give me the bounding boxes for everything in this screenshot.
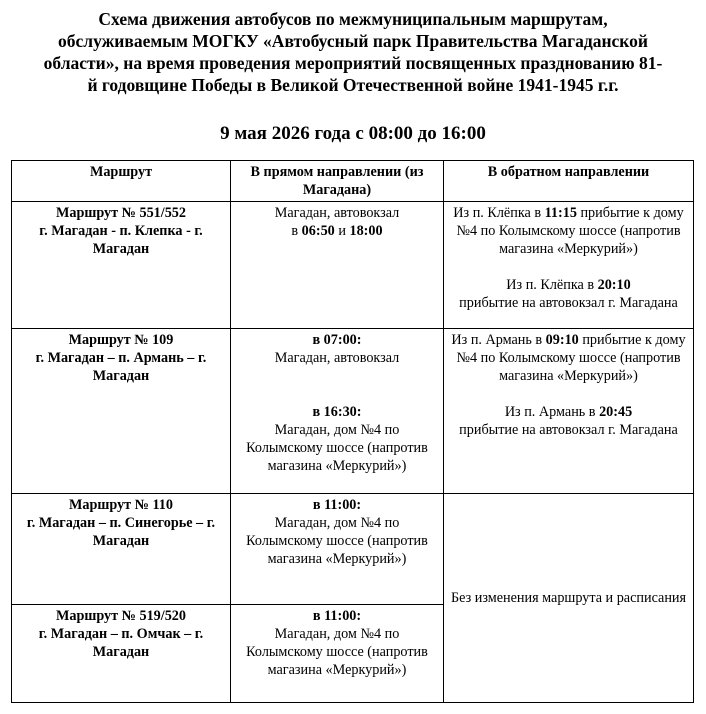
forward-place: Магадан, дом №4 по Колымскому шоссе (напротив магазина «Меркурий»): [246, 626, 428, 678]
forward-times: [235, 222, 439, 240]
return-text: прибытие к дому №4 по Колымскому шоссе (напротив магазина «Меркурий»): [456, 332, 686, 384]
forward-time: в 11:00:: [312, 608, 362, 624]
return-text: прибытие на автовокзал г. Магадана: [459, 422, 678, 438]
column-header-return: В обратном направлении: [444, 161, 694, 202]
column-header-route: Маршрут: [12, 161, 231, 202]
forward-place: Магадан, дом №4 по Колымскому шоссе (напротив магазина «Меркурий»): [246, 515, 428, 567]
forward-time: в 11:00:: [312, 497, 362, 513]
forward-place: Магадан, дом №4 по Колымскому шоссе (напротив магазина «Меркурий»): [246, 422, 428, 474]
route-cell: [12, 329, 231, 494]
forward-time: 06:50: [301, 223, 335, 239]
document-title: [10, 8, 696, 96]
schedule-table: [11, 160, 694, 703]
forward-time-prefix: в: [291, 223, 299, 239]
route-name: г. Магадан – п. Синегорье – г. Магадан: [26, 515, 216, 549]
route-number: Маршрут № 110: [69, 497, 173, 513]
forward-cell: [231, 329, 444, 494]
route-number: Маршрут № 519/520: [56, 608, 186, 624]
title-line: й годовщине Победы в Великой Отечественной войне 1941-1945 г.г.: [87, 75, 619, 95]
title-line: области», на время проведения мероприятий посвященных празднованию 81-: [43, 53, 663, 73]
return-entry: [448, 331, 689, 385]
route-name: г. Магадан – п. Омчак – г. Магадан: [38, 626, 204, 660]
forward-place: Магадан, автовокзал: [274, 350, 400, 366]
return-prefix: Из п. Армань в: [504, 404, 596, 420]
table-row: [12, 494, 694, 605]
return-prefix: Из п. Клёпка в: [506, 277, 595, 293]
return-prefix: Из п. Армань в: [451, 332, 543, 348]
route-cell: [12, 202, 231, 329]
return-time: 11:15: [544, 205, 577, 221]
return-time: 09:10: [545, 332, 579, 348]
table-header-row: [12, 161, 694, 202]
return-entry: [448, 276, 689, 312]
schedule-date: 9 мая 2026 года с 08:00 до 16:00: [220, 123, 486, 144]
forward-time: 18:00: [349, 223, 383, 239]
forward-cell: [231, 202, 444, 329]
return-cell: [444, 329, 694, 494]
table-row: [12, 329, 694, 494]
table-row: [12, 202, 694, 329]
route-cell: [12, 494, 231, 605]
route-cell: [12, 605, 231, 703]
forward-cell: [231, 494, 444, 605]
merged-return-cell: [444, 494, 694, 703]
route-name: г. Магадан – п. Армань – г. Магадан: [35, 350, 207, 384]
forward-cell: [231, 605, 444, 703]
return-time: 20:10: [597, 277, 631, 293]
route-number: Маршрут № 109: [68, 332, 174, 348]
no-change-note: Без изменения маршрута и расписания: [450, 590, 687, 606]
return-entry: [448, 204, 689, 258]
return-text: прибытие к дому №4 по Колымскому шоссе (напротив магазина «Меркурий»): [456, 205, 684, 257]
route-number: Маршрут № 551/552: [56, 205, 186, 221]
title-line: Схема движения автобусов по межмуниципальным маршрутам,: [98, 9, 608, 29]
forward-time: в 07:00:: [312, 332, 362, 348]
return-cell: [444, 202, 694, 329]
forward-time: в 16:30:: [312, 404, 362, 420]
return-entry: [448, 403, 689, 439]
return-prefix: Из п. Клёпка в: [453, 205, 542, 221]
return-text: прибытие на автовокзал г. Магадана: [459, 295, 678, 311]
return-time: 20:45: [599, 404, 633, 420]
column-header-forward: В прямом направлении (из Магадана): [231, 161, 444, 202]
title-line: обслуживаемым МОГКУ «Автобусный парк Правительства Магаданской: [58, 31, 648, 51]
forward-and: и: [338, 223, 346, 239]
forward-place: Магадан, автовокзал: [274, 205, 400, 221]
route-name: г. Магадан - п. Клепка - г. Магадан: [39, 223, 203, 257]
